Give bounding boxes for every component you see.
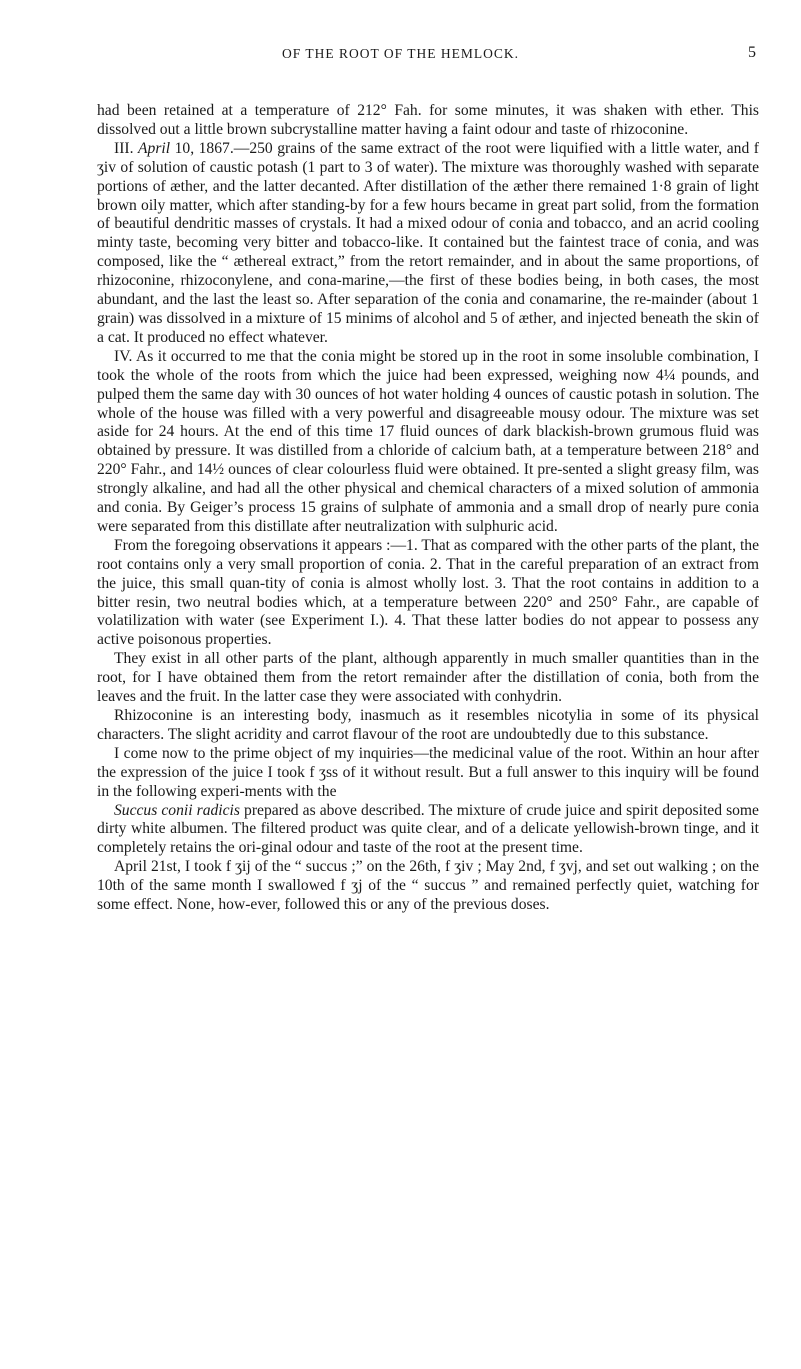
paragraph-experiment-iv bbox=[97, 348, 759, 537]
paragraph-experiment-iii bbox=[97, 140, 759, 348]
paragraph-text: I come now to the prime object of my inquiries—the medicinal value of the root. Within an hour after the expression of the juice I took f ʒss of it without result. But a full answer to this inquiry will be found in the following experi-ments with the bbox=[97, 744, 759, 800]
body-text bbox=[97, 102, 759, 915]
paragraph-succus bbox=[97, 802, 759, 859]
paragraph-text: had been retained at a temperature of 212° Fah. for some minutes, it was shaken with ether. This dissolved out a little brown subcrystalline matter having a faint odour and taste of rhizoconine. bbox=[97, 102, 759, 138]
paragraph-text: prepared as above described. The mixture of crude juice and spirit deposited some dirty white albumen. The filtered product was quite clear, and of a delicate yellowish-brown tinge, and it completely retains the ori-ginal odour and taste of the root at the present time. bbox=[97, 801, 759, 857]
paragraph-text: IV. As it occurred to me that the conia might be stored up in the root in some insoluble combination, I took the whole of the roots from which the juice had been expressed, weighing now 4¼ pounds, and pulped them the same day with 30 ounces of hot water holding 4 ounces of caustic potash in solution. The whole of the house was filled with a very powerful and disagreeable mousy odour. The mixture was set aside for 24 hours. At the end of this time 17 fluid ounces of dark blackish-brown grumous fluid was obtained by pressure. It was distilled from a chloride of calcium bath, at a temperature between 218° and 220° Fahr., and 14½ ounces of clear colourless fluid were obtained. It pre-sented a slight greasy film, was strongly alkaline, and had all the other physical and chemical characters of a mixed solution of ammonia and conia. By Geiger’s process 15 grains of sulphate of ammonia and a small drop of nearly pure conia were separated from this distillate after neutralization with sulphuric acid. bbox=[97, 347, 759, 535]
page-number: 5 bbox=[748, 44, 756, 61]
paragraph-continuation bbox=[97, 102, 759, 140]
term-succus-conii: Succus conii radicis bbox=[114, 801, 240, 819]
paragraph-text: They exist in all other parts of the plant, although apparently in much smaller quantities than in the root, for I have obtained them from the retort remainder after the distillation of conia, both from the leaves and the fruit. In the latter case they were associated with conhydrin. bbox=[97, 650, 759, 706]
paragraph-text: From the foregoing observations it appears :—1. That as compared with the other parts of the plant, the root contains only a very small proportion of conia. 2. That in the careful preparation of an extract from the juice, this small quan-tity of conia is almost wholly lost. 3. That the root contains in addition to a bitter resin, two neutral bodies which, at a temperature between 220° and 250° Fahr., are capable of volatilization with water (see Experiment I.). 4. That these latter bodies do not appear to possess any active poisonous properties. bbox=[97, 536, 759, 649]
date-month: April bbox=[138, 139, 171, 157]
paragraph-conclusions bbox=[97, 537, 759, 650]
paragraph-text: 10, 1867.—250 grains of the same extract of the root were liquified with a little water, and f ʒiv of solution of caustic potash (1 part to 3 of water). The mixture was thoroughly washed with separate portions of æther, and the latter decanted. After distillation of the æther there remained 1·8 grain of light brown oily matter, which after standing-by for a few hours became in great part solid, from the formation of beautiful dendritic masses of crystals. It had a mixed odour of conia and tobacco, and an acrid cooling minty taste, becoming very bitter and tobacco-like. It contained but the faintest trace of conia, and was composed, like the “ æthereal extract,” from the retort remainder, and in about the same proportions, of rhizoconine, rhizoconylene, and cona-marine,—the first of these bodies being, in both cases, the most abundant, and the last the least so. After separation of the conia and conamarine, the re-mainder (about 1 grain) was dissolved in a mixture of 15 minims of alcohol and 5 of æther, and injected beneath the skin of a cat. It produced no effect whatever. bbox=[97, 139, 759, 346]
experiment-number: III. bbox=[114, 139, 139, 157]
paragraph-text: April 21st, I took f ʒij of the “ succus ;” on the 26th, f ʒiv ; May 2nd, f ʒvj, and set out walking ; on the 10th of the same month I swallowed f ʒj of the “ succus ” and remained perfectly quiet, watching for some effect. None, how-ever, followed this or any of the previous doses. bbox=[97, 858, 759, 914]
paragraph-doses bbox=[97, 858, 759, 915]
running-title: OF THE ROOT OF THE HEMLOCK. bbox=[281, 46, 519, 61]
paragraph-text: Rhizoconine is an interesting body, inasmuch as it resembles nicotylia in some of its physical characters. The slight acridity and carrot flavour of the root are undoubtedly due to this substance. bbox=[97, 707, 759, 743]
paragraph-other-parts bbox=[97, 650, 759, 707]
paragraph-rhizoconine bbox=[97, 707, 759, 745]
paragraph-medicinal-value bbox=[97, 745, 759, 802]
